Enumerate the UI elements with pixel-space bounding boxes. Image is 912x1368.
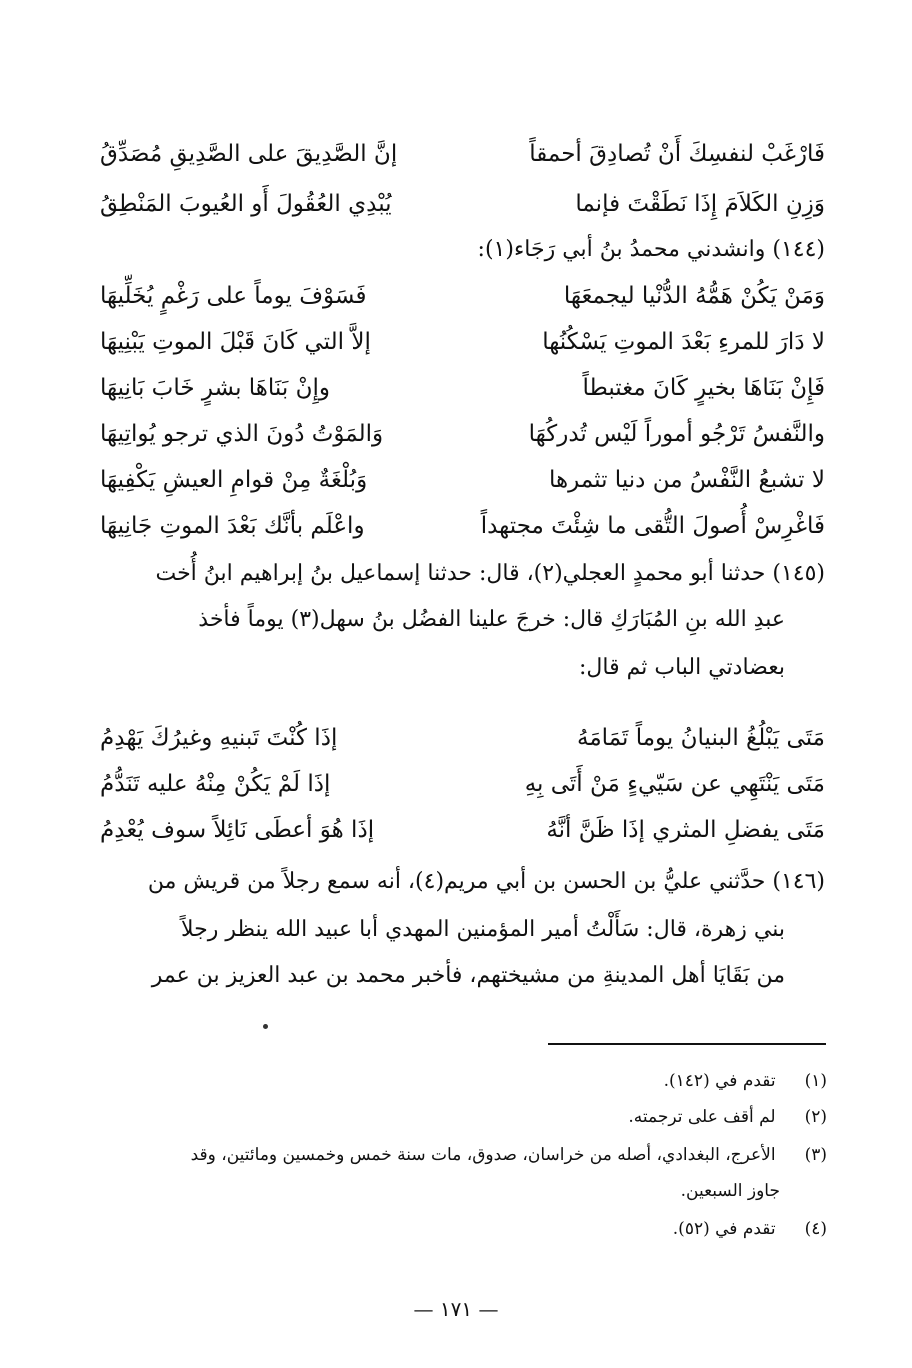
verse-line <box>100 718 825 758</box>
footnote-number: (٣) <box>804 1145 827 1165</box>
verse-line <box>100 810 825 850</box>
verse-second-hemistich: إنَّ الصَّدِيقَ على الصَّدِيقِ مُصَدِّقُ <box>100 141 398 167</box>
paragraph-146-line: (١٤٦) حدَّثني عليُّ بن الحسن بن أبي مريم(٤)، أنه سمع رجلاً من قريش من <box>147 869 825 894</box>
verse-first-hemistich: فَاغْرِسْ أُصولَ التُّقى ما شِئْتَ مجتهداً <box>480 513 825 539</box>
verse-first-hemistich: وَمَنْ يَكُنْ هَمُّهُ الدُّنْيا ليجمعَهَا <box>563 283 825 309</box>
paragraph-146-line: بني زهرة، قال: سَأَلْتُ أمير المؤمنين المهدي أبا عبيد الله ينظر رجلاً <box>181 917 785 942</box>
paragraph-145-line: عبدِ الله بنِ المُبَارَكِ قال: خرجَ علينا الفضُل بنُ سهل(٣) يوماً فأخذ <box>198 607 785 632</box>
footnote-rule <box>548 1043 826 1045</box>
verse-second-hemistich: وَالمَوْتُ دُونَ الذي ترجو يُواتِيهَا <box>100 421 384 447</box>
verse-first-hemistich: مَتَى يَنْتَهِي عن سَيّيءٍ مَنْ أَتَى بِهِ <box>524 771 825 797</box>
page-number: — ١٧١ — <box>413 1297 499 1321</box>
verse-line <box>100 276 825 316</box>
verse-line <box>100 506 825 546</box>
footnote-number: (٤) <box>804 1219 827 1239</box>
verse-second-hemistich: إذَا كُنْتَ تَبنيهِ وغيرُكَ يَهْدِمُ <box>100 725 338 751</box>
footnote <box>100 1100 827 1134</box>
ink-speck <box>263 1024 268 1029</box>
footnote-number: (٢) <box>804 1107 827 1127</box>
verse-first-hemistich: والنَّفسُ تَرْجُو أموراً لَيْس تُدركُهَا <box>528 421 825 447</box>
verse-first-hemistich: مَتَى يفضلِ المثري إذَا ظَنَّ أنَّهُ <box>546 817 825 843</box>
verse-first-hemistich: مَتَى يَبْلُغُ البنيانُ يوماً تَمَامَهُ <box>577 725 825 751</box>
verse-second-hemistich: فَسَوْفَ يوماً على رَغْمٍ يُخَلِّيهَا <box>100 283 367 309</box>
footnote-text: تقدم في (٥٢). <box>672 1219 776 1239</box>
footnote-text: الأعرج، البغدادي، أصله من خراسان، صدوق، مات سنة خمس وخمسين ومائتين، وقد <box>190 1145 776 1165</box>
paragraph-146-line: من بَقَايَا أهل المدينةِ من مشيختهم، فأخبر محمد بن عبد العزيز بن عمر <box>151 963 785 988</box>
verse-first-hemistich: لا تشبعُ النَّفْسُ من دنيا تثمرها <box>549 467 825 493</box>
verse-line <box>100 322 825 362</box>
verse-line <box>100 764 825 804</box>
verse-line <box>100 184 825 224</box>
verse-second-hemistich: واعْلَم بأنَّك بَعْدَ الموتِ جَانِيهَا <box>100 513 365 539</box>
footnote <box>100 1212 827 1246</box>
footnote-text: تقدم في (١٤٢). <box>663 1071 776 1091</box>
footnote <box>100 1064 827 1098</box>
verse-first-hemistich: فَارْغَبْ لنفسِكَ أَنْ تُصادِقَ أحمقاً <box>529 141 825 167</box>
footnote-continuation: جاوز السبعين. <box>680 1181 780 1201</box>
verse-line <box>100 368 825 408</box>
verse-second-hemistich: وإِنْ بَنَاهَا بشرٍ خَابَ بَانِيهَا <box>100 375 330 401</box>
verse-line <box>100 414 825 454</box>
verse-first-hemistich: فَإِنْ بَنَاهَا بخيرٍ كَانَ مغتبطاً <box>582 375 825 401</box>
verse-first-hemistich: لا دَارَ للمرءِ بَعْدَ الموتِ يَسْكُنُها <box>542 329 825 355</box>
verse-second-hemistich: إلاَّ التي كَانَ قَبْلَ الموتِ يَبْنِيهَا <box>100 329 371 355</box>
footnote <box>100 1138 827 1172</box>
verse-line <box>100 134 825 174</box>
verse-second-hemistich: إذَا هُوَ أعطَى نَائِلاً سوف يُعْدِمُ <box>100 817 375 843</box>
paragraph-144: (١٤٤) وانشدني محمدُ بنُ أبي رَجَاء(١): <box>477 237 825 262</box>
verse-second-hemistich: يُبْدِي العُقُولَ أَو العُيوبَ المَنْطِقُ <box>100 191 392 217</box>
verse-second-hemistich: إذَا لَمْ يَكُنْ مِنْهُ عليه تَنَدُّمُ <box>100 771 331 797</box>
verse-line <box>100 460 825 500</box>
paragraph-145-line: (١٤٥) حدثنا أبو محمدٍ العجلي(٢)، قال: حدثنا إسماعيل بنُ إبراهيم ابنُ أُخت <box>155 561 825 586</box>
paragraph-145-line: بعضادتي الباب ثم قال: <box>578 655 785 680</box>
verse-second-hemistich: وَبُلْغَةٌ مِنْ قوامِ العيشِ يَكْفِيهَا <box>100 467 368 493</box>
footnote-number: (١) <box>804 1071 827 1091</box>
verse-first-hemistich: وَزِنِ الكَلاَمَ إِذَا نَطَقْتَ فإنما <box>575 191 825 217</box>
footnote-text: لم أقف على ترجمته. <box>628 1107 776 1127</box>
